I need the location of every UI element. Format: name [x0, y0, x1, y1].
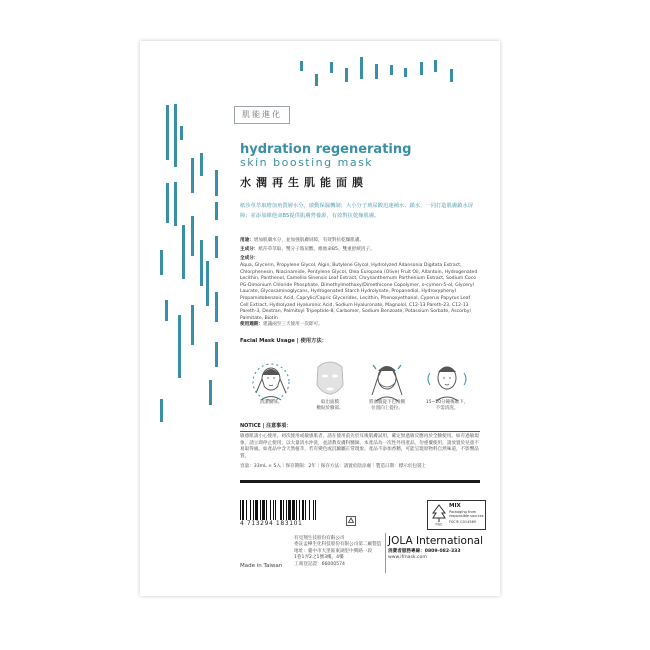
- step-3-caption: 將面膜從下巴兩側 位置向上提拉。: [369, 400, 405, 411]
- decorative-bar: [160, 399, 163, 422]
- barcode-bar: [275, 500, 276, 520]
- decorative-bar: [375, 64, 378, 79]
- step-2-caption: 取出面膜 敷貼於臉部。: [316, 400, 344, 411]
- usage-period-line: [240, 322, 480, 329]
- fsc-code: FSC® C014569: [449, 520, 477, 524]
- manufacturer-line: 工商登記證：66000574: [294, 561, 345, 567]
- barcode-bar: [286, 500, 287, 520]
- barcode-bar: [288, 500, 290, 520]
- efficacy-line: [240, 238, 480, 245]
- notice-title: NOTICE | 注意事項：: [240, 423, 292, 429]
- barcode-bar: [255, 500, 257, 520]
- decorative-bar: [360, 57, 363, 79]
- barcode-bar: [302, 500, 304, 520]
- manufacturer-line: 地址：臺中市大里區東湖里中興路一段: [294, 548, 373, 554]
- manufacturer-line: 1巷1弄2之1號3樓、4樓: [294, 555, 344, 561]
- decorative-bar: [404, 68, 407, 77]
- fsc-tree-icon: [431, 504, 447, 526]
- decorative-bar: [209, 380, 212, 405]
- decorative-bar: [215, 202, 218, 220]
- fsc-mix: MIX: [449, 503, 461, 509]
- manufacturer-info: [294, 536, 384, 568]
- step-3-lift-mask-icon: [362, 355, 412, 405]
- company-name: JOLA International: [388, 535, 483, 547]
- barcode: [240, 500, 345, 520]
- usage-period-label: 使用週期：: [240, 322, 263, 327]
- barcode-bar: [250, 500, 251, 520]
- product-title-en-2: skin boosting mask: [240, 156, 374, 169]
- barcode-bar: [280, 500, 282, 520]
- decorative-bar: [215, 292, 218, 322]
- efficacy-text: 增加肌膚水分，並加強肌膚屏障，有效對抗乾燥肌膚。: [253, 238, 365, 243]
- decorative-bar: [174, 104, 177, 167]
- decorative-bar: [345, 68, 348, 82]
- fsc-line-2: responsible sources: [449, 514, 484, 518]
- decorative-bar: [215, 236, 218, 258]
- full-ingredients-label: 全成分：: [240, 256, 259, 261]
- decorative-bar: [191, 158, 194, 193]
- decorative-bar: [191, 305, 194, 345]
- decorative-bar: [206, 261, 209, 306]
- decorative-bar: [160, 250, 163, 275]
- step-2-apply-mask-icon: [305, 355, 355, 405]
- manufacturer-line: 委託孟樺生化科技股份有限公司第二廠製造: [294, 542, 382, 548]
- barcode-bar: [296, 500, 297, 520]
- barcode-bar: [273, 500, 274, 520]
- barcode-bar: [266, 500, 267, 520]
- decorative-bar: [182, 225, 185, 279]
- barcode-bar: [313, 500, 314, 520]
- decorative-bar: [420, 62, 423, 75]
- main-ingredients-label: 主成分：: [240, 247, 259, 252]
- step-4-remove-mask-icon: [422, 355, 472, 405]
- step-1-caption: 清潔臉部。: [259, 400, 283, 405]
- contact-info: [388, 549, 461, 562]
- fsc-line-1: Packaging from: [449, 510, 477, 514]
- decorative-bar: [315, 74, 318, 86]
- made-in: Made in Taiwan: [240, 563, 283, 569]
- barcode-bar: [292, 500, 295, 520]
- barcode-bar: [242, 500, 244, 520]
- barcode-bar: [299, 500, 300, 520]
- service-hotline: 消費者服務專線：0809-082-333: [388, 549, 461, 554]
- decorative-bar: [191, 216, 194, 256]
- website: www.ifmask.com: [388, 555, 427, 561]
- manufacturer-line: 有見翔生技股份有限公司: [294, 536, 345, 541]
- decorative-bar: [178, 315, 181, 378]
- decorative-bar: [300, 61, 303, 71]
- barcode-number: 4 713294 183101: [240, 520, 303, 527]
- step-1-cleanse-face-icon: [246, 355, 296, 405]
- decorative-bar: [450, 69, 453, 82]
- brand-tag: 肌能進化: [234, 106, 290, 124]
- specs-line: 容量：33mL × 5入｜保存期限：2年｜保存方法：請置於陰涼處｜製造日期：標示於包裝上: [240, 464, 427, 469]
- decorative-bar: [166, 183, 169, 223]
- footer-divider: [385, 533, 386, 573]
- full-ingredients-text: Aqua, Glycerin, Propylene Glycol, Algin, Butylene Glycol, Hydrolyzed Adansonia Digitata Extract, Chlorphenesin, Niacinamide, Pentylene Glycol, Olea Europaea (Olive) Fruit Oil, Allantoin, Hydrogenated Lecithin, Panthenol, Camellia Sinensis Leaf Extract, Chrysanthemum Parthenium Extract, Sodium Coco PG-Dimonium Chloride Phosphate, Dimethylmethoxy/Dimethicone Copolymer, o-cymen-5-ol, Glyceryl Laurate, Glycosaminoglycans, Hydrogenated Starch Hydrolysate, Propanediol, Hydroxyphenyl Propamidobenzoic Acid, Caprylic/Capric Glycerides, Lecithin, Phenoxyethanol, Cyperus Papyrus Leaf Cell Extract, Hydrolyzed Hyaluronic Acid, Sodium Hyaluronate, Magnolol, C12-13 Pareth-23, C12-13 Pareth-3, Dextran, Palmitoyl Tripeptide-8, Carbomer, Sodium Benzoate, Potassium Sorbate, Ascorbyl Palmitate, Biotin: [240, 263, 478, 321]
- decorative-bar: [165, 300, 168, 321]
- fsc-certification-label: [427, 500, 486, 530]
- product-title-en-1: hydration regenerating: [240, 142, 412, 157]
- barcode-bar: [246, 500, 247, 520]
- decorative-bar: [434, 60, 437, 72]
- barcode-bar: [305, 500, 306, 520]
- product-title-zh: 水潤再生肌能面膜: [240, 176, 368, 189]
- decorative-bar: [330, 62, 333, 73]
- decorative-bar: [200, 153, 203, 176]
- usage-title: Facial Mask Usage | 使用方法：: [240, 338, 327, 344]
- barcode-bar: [309, 500, 310, 520]
- main-ingredients-line: [240, 247, 480, 254]
- black-divider-bar: [240, 480, 480, 483]
- decorative-bar: [390, 65, 393, 75]
- recycle-icon: [346, 516, 356, 526]
- notice-divider: [240, 431, 480, 432]
- barcode-bar: [270, 500, 271, 520]
- usage-period-text: 建議兩至三天使用一次即可。: [262, 322, 323, 327]
- step-4-caption: 15~20分鐘後取下， 不需清洗。: [425, 400, 469, 411]
- decorative-bar: [215, 170, 218, 196]
- notice-text: 敏感肌請小心使用。初次使用或敏感肌者，請在使用前先於耳後肌膚試用，確定無過敏反應再於全臉使用。如有過敏現象，請立即停止使用，以大量清水沖洗，並請教皮膚科醫師。本產品為一次性外用產品，勿重覆使用，請放置於兒童不易取得處。如產品中含天然植萃，若有變色或沉澱屬正常現象。產品不添加香精，可能呈現原物料自然味道，不影響品質。: [240, 434, 479, 459]
- intro-text: 紙莎草萃取增加角質層水分，啟動保濕機制；大小分子玻尿酸迅速補水、鎖水，一同打造肌膚鎖水屏障；並添加維他命B5提供肌膚營養源，有效對抗乾燥肌膚。: [240, 203, 474, 219]
- decorative-bar: [200, 240, 203, 286]
- barcode-bar: [253, 500, 254, 520]
- decorative-bar: [174, 182, 177, 226]
- barcode-bar: [260, 500, 261, 520]
- fsc-logo-text: FSC: [435, 522, 443, 526]
- main-ingredients-text: 紙莎草萃取、雙分子玻尿酸、維他命B5、雙重舒緩因子。: [258, 247, 375, 252]
- decorative-bar: [166, 105, 169, 160]
- decorative-bar: [215, 342, 218, 367]
- barcode-bar: [283, 500, 284, 520]
- efficacy-label: 用途：: [240, 238, 254, 243]
- barcode-bar: [315, 500, 316, 520]
- barcode-bar: [240, 500, 241, 520]
- decorative-bar: [180, 126, 183, 140]
- barcode-bar: [262, 500, 265, 520]
